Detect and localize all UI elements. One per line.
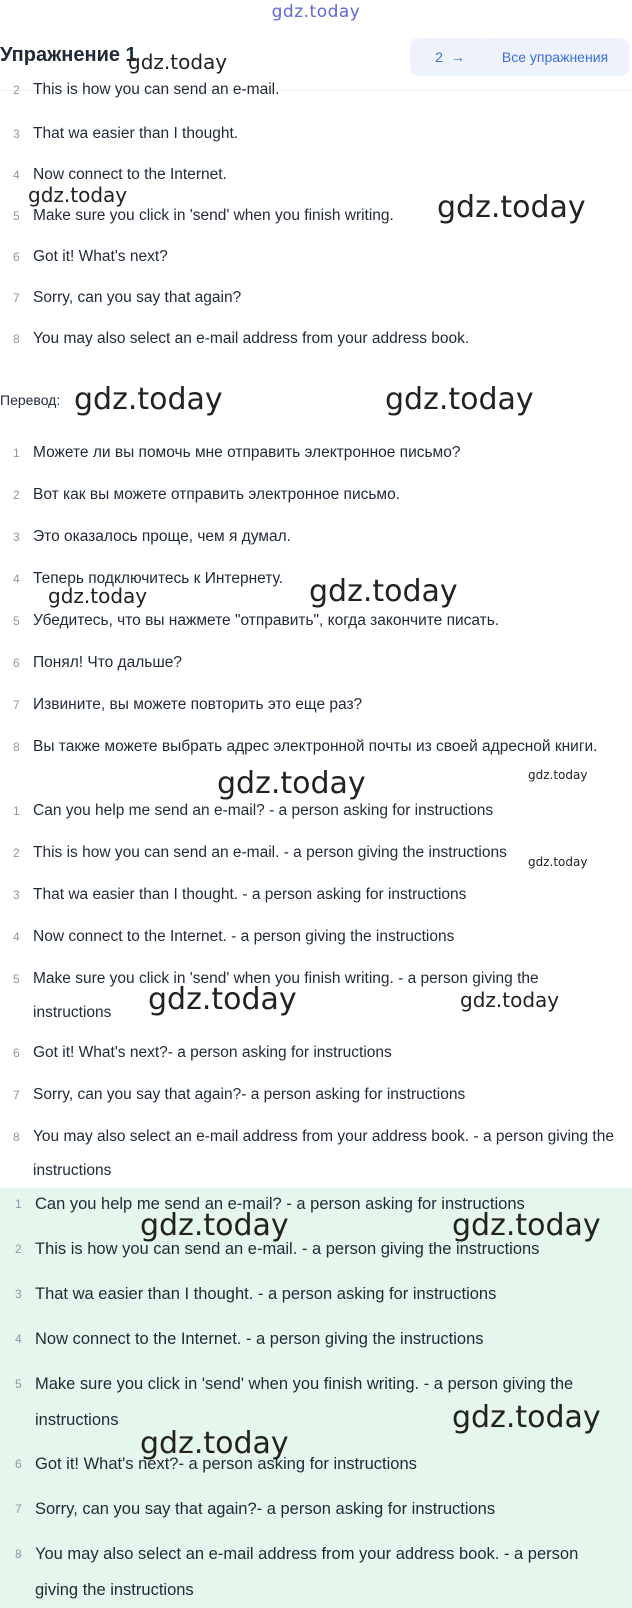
list-item: 3 That wa easier than I thought. - a person asking for instructions xyxy=(13,886,467,903)
answer-block xyxy=(0,1188,632,1608)
list-item: 7 Извините, вы можете повторить это еще раз? xyxy=(13,696,363,713)
page-title: Упражнение 1 xyxy=(0,44,137,66)
watermark: gdz.today xyxy=(148,982,297,1017)
next-exercise-label: 2 xyxy=(435,49,443,65)
list-item: 3 Это оказалось проще, чем я думал. xyxy=(13,528,291,545)
watermark: gdz.today xyxy=(140,1208,289,1243)
next-exercise-button[interactable] xyxy=(410,38,490,76)
list-item: 8 Вы также можете выбрать адрес электронной почты из своей адресной книги. xyxy=(13,738,598,755)
list-item: 1 Can you help me send an e-mail? - a person asking for instructions xyxy=(13,802,494,819)
list-item: 7 Sorry, can you say that again?- a person asking for instructions xyxy=(15,1500,496,1518)
list-item: 7 Sorry, can you say that again?- a person asking for instructions xyxy=(13,1086,466,1103)
list-item: 5 Make sure you click in 'send' when you finish writing. xyxy=(13,207,394,224)
watermark: gdz.today xyxy=(48,584,148,608)
list-item: 8 You may also select an e-mail address from your address book. xyxy=(13,330,470,347)
sentences-list xyxy=(0,75,632,363)
watermark: gdz.today xyxy=(28,183,128,207)
list-item: 5 Make sure you click in 'send' when you finish writing. - a person giving the instructions xyxy=(15,1375,574,1429)
translation-label: Перевод: xyxy=(0,392,61,408)
list-item: 7 Sorry, can you say that again? xyxy=(13,289,242,306)
list-item: 6 Got it! What's next?- a person asking for instructions xyxy=(15,1455,417,1473)
watermark: gdz.today xyxy=(460,988,560,1012)
list-item: 4 Now connect to the Internet. - a person giving the instructions xyxy=(15,1330,484,1348)
watermark: gdz.today xyxy=(452,1208,601,1243)
list-item: 2 This is how you can send an e-mail. - a person giving the instructions xyxy=(15,1240,540,1258)
list-item: 2 Вот как вы можете отправить электронное письмо. xyxy=(13,486,401,503)
list-item: 6 Got it! What's next? xyxy=(13,248,168,265)
list-item: 4 Now connect to the Internet. - a person giving the instructions xyxy=(13,928,455,945)
watermark: gdz.today xyxy=(437,190,586,225)
watermark: gdz.today xyxy=(128,50,228,74)
list-item: 1 Can you help me send an e-mail? - a person asking for instructions xyxy=(15,1195,525,1213)
answer-list xyxy=(0,1186,632,1608)
list-item: 3 That wa easier than I thought. xyxy=(13,125,239,142)
watermark: gdz.today xyxy=(217,766,366,801)
list-item: 8 You may also select an e-mail address from your address book. - a person giving the instructions xyxy=(13,1128,614,1179)
list-item: 3 That wa easier than I thought. - a person asking for instructions xyxy=(15,1285,497,1303)
watermark: gdz.today xyxy=(528,855,588,869)
list-item: 2 This is how you can send an e-mail. - a person giving the instructions xyxy=(13,844,507,861)
watermark: gdz.today xyxy=(74,382,223,417)
list-item: 8 You may also select an e-mail address from your address book. - a person giving the instructions xyxy=(15,1545,579,1599)
list-item: 1 Можете ли вы помочь мне отправить электронное письмо? xyxy=(13,444,461,461)
watermark: gdz.today xyxy=(452,1400,601,1435)
watermark: gdz.today xyxy=(309,574,458,609)
watermark: gdz.today xyxy=(140,1426,289,1461)
roles-list xyxy=(0,794,632,1188)
arrow-right-icon: → xyxy=(450,49,465,65)
list-item: 4 Now connect to the Internet. xyxy=(13,166,227,183)
translation-list xyxy=(0,436,632,798)
watermark: gdz.today xyxy=(385,382,534,417)
all-exercises-button[interactable]: Все упражнения xyxy=(481,38,629,76)
site-logo: gdz.today xyxy=(271,2,361,22)
list-item: 2 This is how you can send an e-mail. xyxy=(13,81,280,98)
watermark: gdz.today xyxy=(528,768,588,782)
list-item: 5 Make sure you click in 'send' when you finish writing. - a person giving the instructions xyxy=(13,970,539,1021)
list-item: 6 Got it! What's next?- a person asking for instructions xyxy=(13,1044,392,1061)
list-item: 4 Теперь подключитесь к Интернету. xyxy=(13,570,284,587)
list-item: 5 Убедитесь, что вы нажмете "отправить", когда закончите писать. xyxy=(13,612,500,629)
list-item: 6 Понял! Что дальше? xyxy=(13,654,183,671)
